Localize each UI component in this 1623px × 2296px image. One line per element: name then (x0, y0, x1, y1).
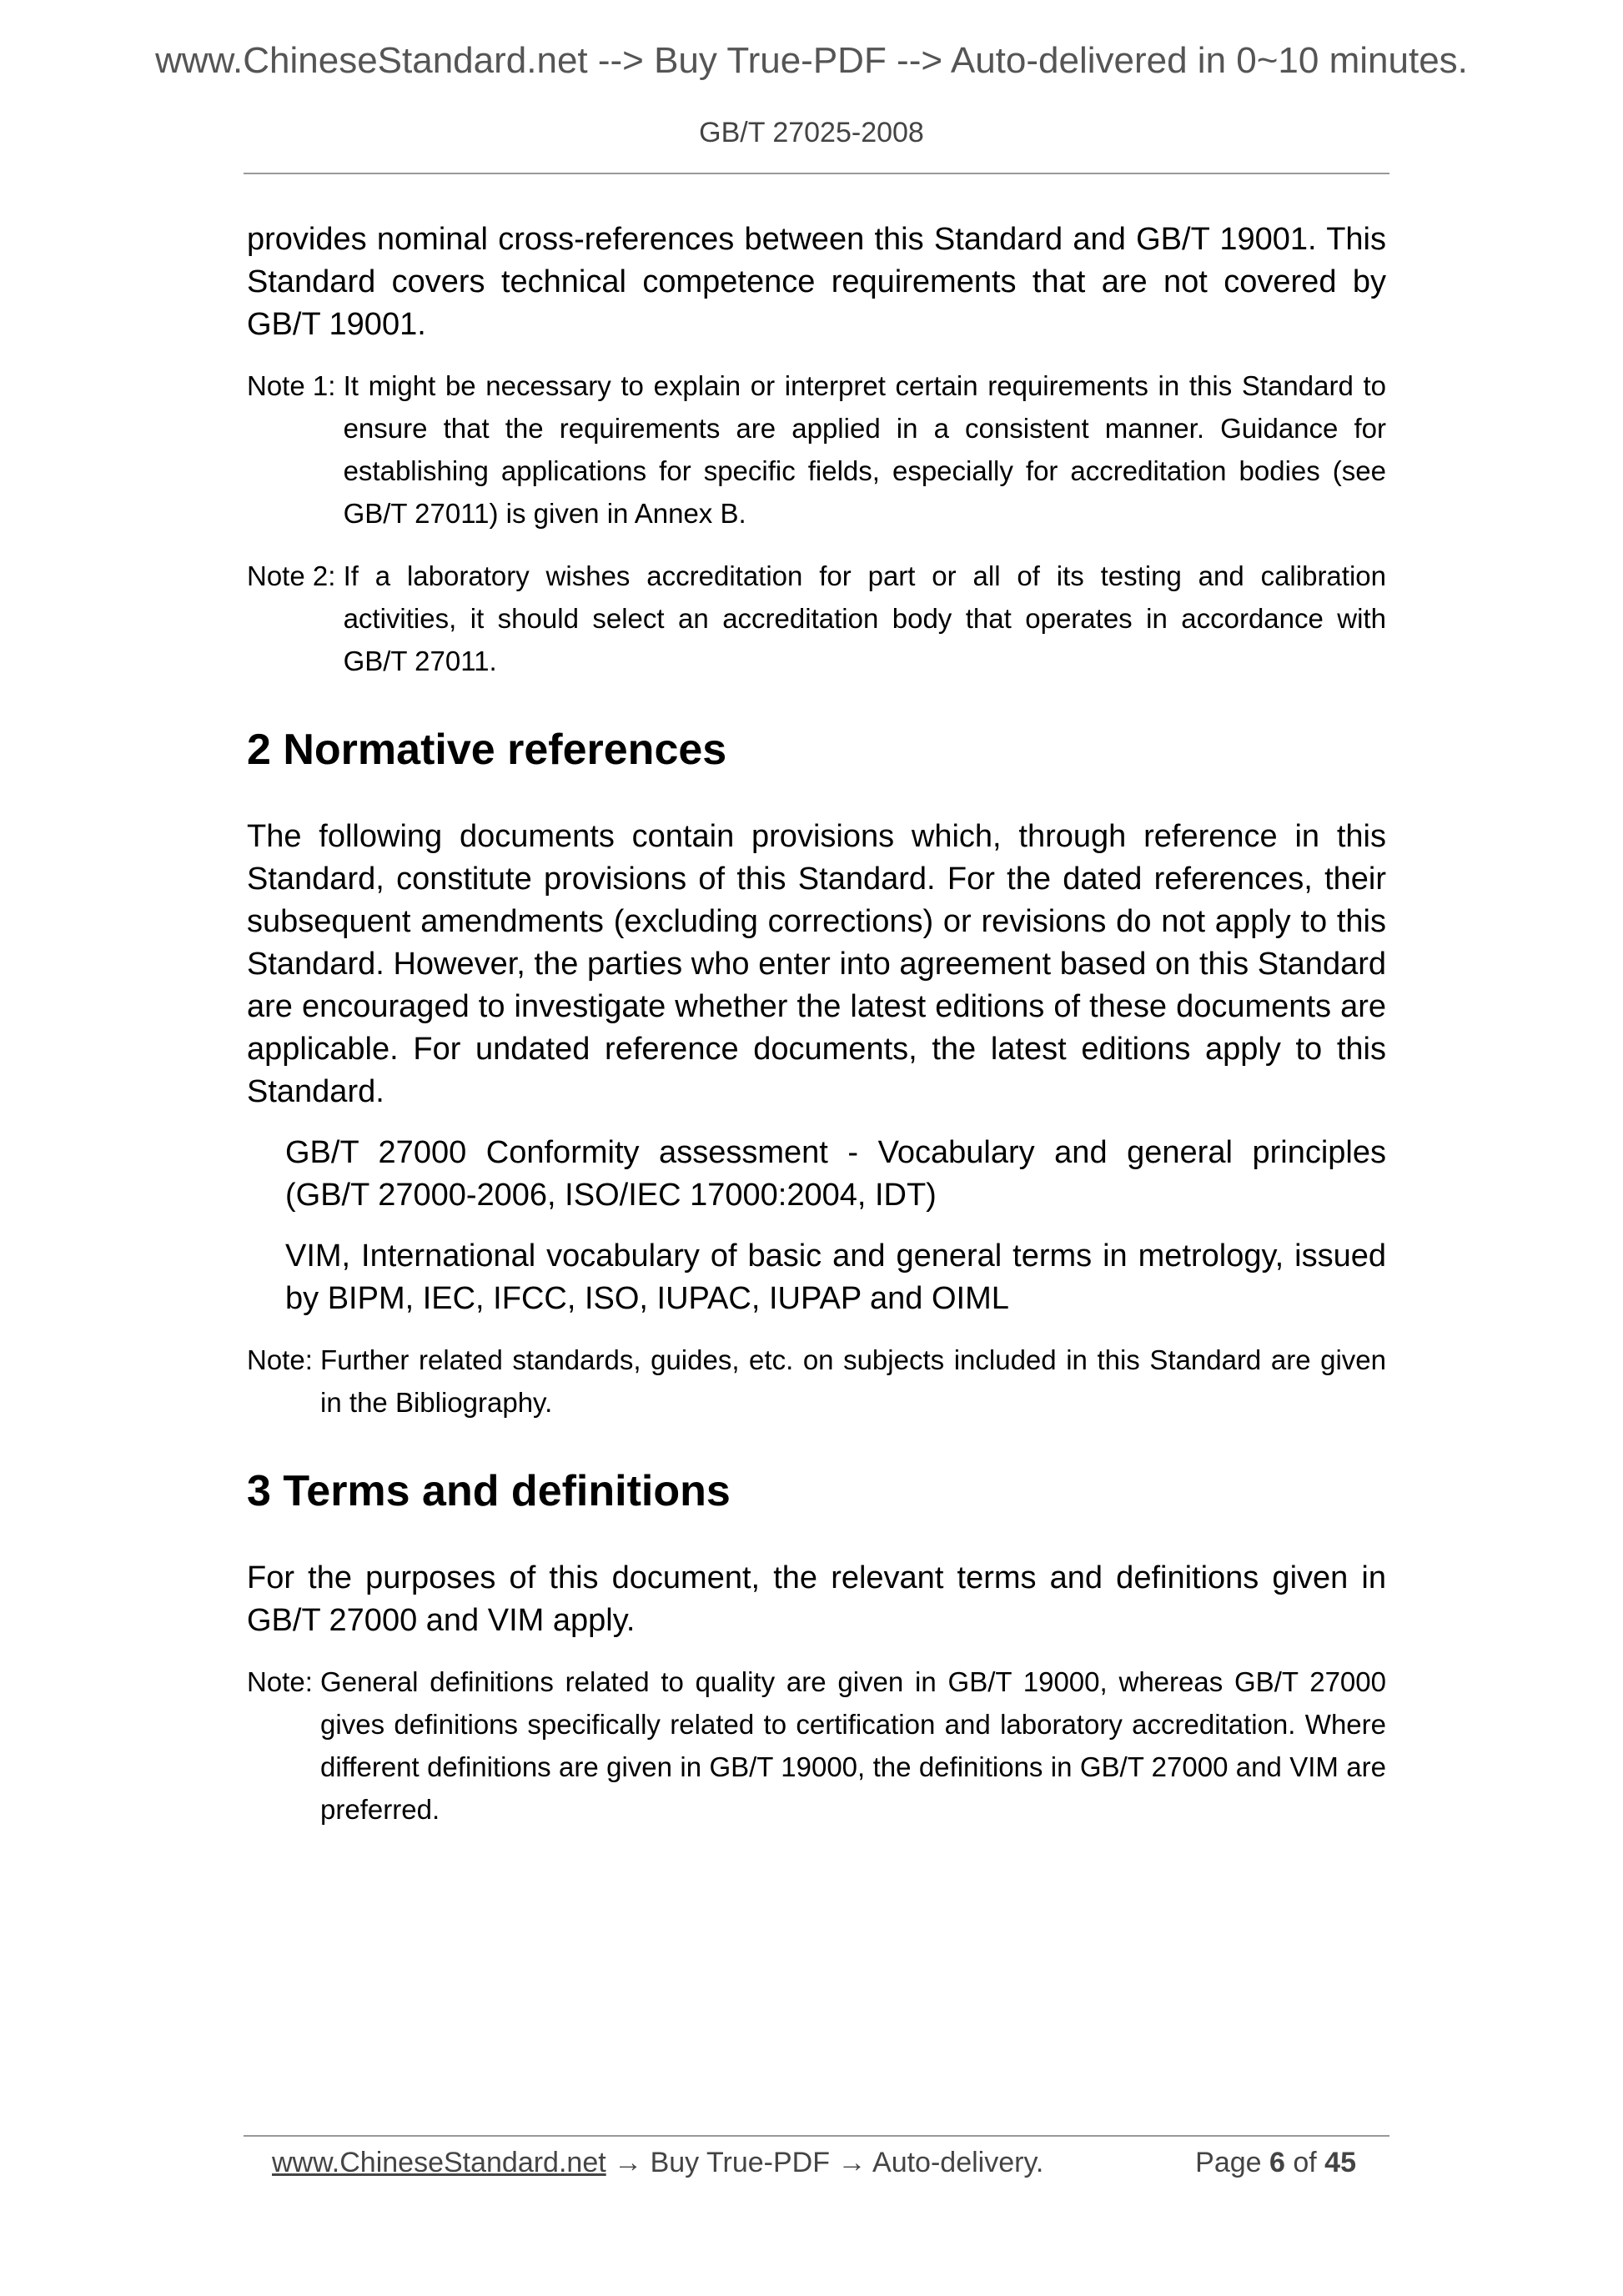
arrow-right-icon: → (614, 2147, 643, 2178)
reference-gbt-27000: GB/T 27000 Conformity assessment - Vocabulary and general principles (GB/T 27000-2006, ISO/IEC 17000:2004, IDT) (285, 1135, 1386, 1213)
page-footer (272, 2142, 1356, 2183)
note-2-label: Note 2: (247, 560, 344, 591)
document-code: GB/T 27025-2008 (699, 117, 924, 148)
top-banner: www.ChineseStandard.net --> Buy True-PDF --> Auto-delivered in 0~10 minutes. (155, 40, 1468, 81)
footer-buy-text: Buy True-PDF (650, 2147, 838, 2178)
note-1-text: It might be necessary to explain or interpret certain requirements in this Standard to ensure that the requirements are applied in a consistent manner. Guidance for establishing applications for specific fields, especially for accreditation bodies (see GB/T 27011) is given in Annex B. (343, 370, 1386, 529)
note-1-label: Note 1: (247, 370, 344, 401)
section-2-heading: 2 Normative references (247, 726, 727, 774)
intro-paragraph: provides nominal cross-references between this Standard and GB/T 19001. This Standard covers technical competence requirements that are not covered by GB/T 19001. (247, 222, 1386, 342)
page-number (1195, 2142, 1356, 2183)
section-2-paragraph: The following documents contain provisions which, through reference in this Standard, constitute provisions of this Standard. For the dated references, their subsequent amendments (excluding corrections) or revisions do not apply to this Standard. However, the parties who enter into agreement based on this Standard are encouraged to investigate whether the latest editions of these documents are applicable. For undated reference documents, the latest editions apply to this Standard. (247, 819, 1386, 1109)
page-total: 45 (1324, 2147, 1356, 2178)
note-3-text: Further related standards, guides, etc. on subjects included in this Standard are given in the Bibliography. (320, 1344, 1386, 1418)
page-current: 6 (1269, 2147, 1285, 2178)
section-3-heading: 3 Terms and definitions (247, 1467, 731, 1515)
footer-delivery-text: Auto-delivery. (872, 2147, 1044, 2178)
note-4-text: General definitions related to quality are given in GB/T 19000, whereas GB/T 27000 gives definitions specifically related to certification and laboratory accreditation. Where different definitions are given in GB/T 19000, the definitions in GB/T 27000 and VIM are preferred. (320, 1666, 1386, 1825)
header-divider (244, 173, 1389, 174)
note-4-label: Note: (247, 1666, 321, 1697)
note-2-text: If a laboratory wishes accreditation for part or all of its testing and calibration activities, it should select an accreditation body that operates in accordance with GB/T 27011. (343, 560, 1386, 676)
note-3 (247, 1339, 1386, 1424)
footer-divider (244, 2135, 1389, 2137)
section-3-paragraph: For the purposes of this document, the relevant terms and definitions given in GB/T 27000 and VIM apply. (247, 1560, 1386, 1638)
note-4 (247, 1660, 1386, 1831)
page-content (247, 219, 1386, 1831)
arrow-right-icon: → (837, 2147, 867, 2178)
footer-site-link[interactable]: www.ChineseStandard.net (272, 2147, 606, 2178)
note-3-label: Note: (247, 1344, 321, 1375)
note-2 (247, 555, 1386, 682)
footer-promo (272, 2142, 1043, 2183)
note-1 (247, 364, 1386, 535)
reference-vim: VIM, International vocabulary of basic and general terms in metrology, issued by BIPM, IEC, IFCC, ISO, IUPAC, IUPAP and OIML (285, 1238, 1386, 1316)
page-label: Page (1195, 2147, 1269, 2178)
of-label: of (1284, 2147, 1325, 2178)
